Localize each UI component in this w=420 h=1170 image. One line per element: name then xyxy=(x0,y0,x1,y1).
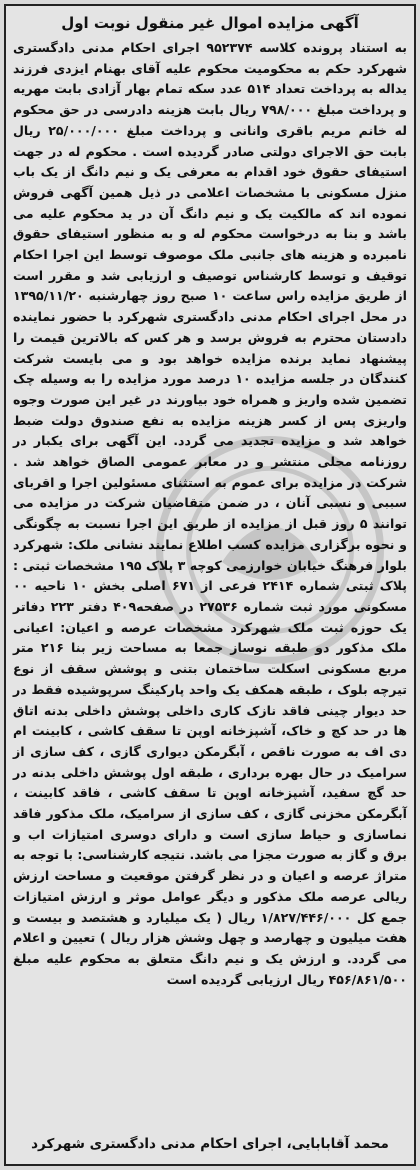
notice-signature: محمد آقابابایی، اجرای احکام مدنی دادگستری شهرکرد xyxy=(31,1136,389,1152)
notice-body: به استناد پرونده کلاسه ۹۵۲۳۷۴ اجرای احکام مدنی دادگستری شهرکرد حکم به محکومیت محکوم علیه آقای بهنام ایزدی فرزند یداله به پرداخت تعداد ۵۱۴ عدد سکه تمام بهار آزادی بابت مهریه و پرداخت مبلغ ۷۹۸/۰۰۰ ریال بابت هزینه دادرسی در حق محکوم له خانم مریم باقری وانانی و پرداخت مبلغ ۲۵/۰۰۰/۰۰۰ ریال بابت حق الاجرای دولتی صادر گردیده است . محکوم له در جهت استیفای حقوق خود اقدام به معرفی یک و نیم دانگ از یک باب منزل مسکونی با مشخصات اعلامی در ذیل همین آگهی فروش نموده اند که مالکیت یک و نیم دانگ آن در ید محکوم علیه می باشد و بنا به درخواست محکوم له و به منظور استیفای حقوق نامبرده و هزینه های جانبی ملک موصوف توسط این اجرا احکام توقیف و توسط کارشناس توصیف و ارزیابی شد و مقرر است از طریق مزایده راس ساعت ۱۰ صبح روز چهارشنبه ۱۳۹۵/۱۱/۲۰ در محل اجرای احکام مدنی دادگستری شهرکرد با حضور نماینده دادستان محترم به فروش برسد و هر کس که بالاترین قیمت را پیشنهاد نماید برنده مزایده خواهد بود و می بایست شرکت کنندگان در جلسه مزایده ۱۰ درصد مورد مزایده را به وسیله چک تضمین شده واریز و همراه خود بیاورند در غیر این صورت وجوه واریزی پس از کسر هزینه مزایده به نفع صندوق دولت ضبط خواهد شد و مزایده تجدید می گردد. این آگهی برای یکبار در روزنامه محلی منتشر و در معابر عمومی الصاق خواهد شد . شرکت در مزایده برای عموم به استثنای مسئولین اجرا و اقربای سببی و نسبی آنان ، در ضمن متقاضیان شرکت در مزایده می توانند ۵ روز قبل از مزایده از طریق این اجرا نسبت به چگونگی و نحوه برگزاری مزایده کسب اطلاع نمایند نشانی ملک: شهرکرد بلوار فرهنگ خیابان خوارزمی کوچه ۳ پلاک ۱۹۵ مشخصات ثبتی : پلاک ثبتی شماره ۲۴۱۴ فرعی از ۶۷۱ اصلی بخش ۱۰ ناحیه ۰۰ مسکونی مورد ثبت شماره ۲۷۵۳۶ در صفحه۴۰۹ دفتر ۲۲۳ دفاتر یک حوزه ثبت ملک شهرکرد مشخصات عرصه و اعیان: اعیانی ملک مذکور دو طبقه نوساز جمعا به مساحت زیر بنا ۲۱۶ متر مربع مسکونی اسکلت ساختمان بتنی و پوشش سقف از نوع تیرچه بلوک ، طبقه همکف یک واحد پارکینگ سرپوشیده فقط در حد دیوار چینی فاقد نازک کاری داخلی پوشش داخلی بدنه اتاق ها در حد کچ و خاک، آشپزخانه اوپن تا سقف کاشی ، کابینت ام دی اف به صورت ناقص ، آبگرمکن دیواری گازی ، کف سازی از سرامیک در حال بهره برداری ، طبقه اول پوشش داخلی بدنه در حد گچ سفید، آشپزخانه اوپن تا سقف کاشی ، فاقد کابینت ، آبگرمکن مخزنی گازی ، کف سازی از سرامیک، ملک مذکور فاقد نماسازی و حیاط سازی است و دارای دوسری امتیازات اب و برق و گاز به صورت مجزا می باشد. نتیجه کارشناسی: با توجه به متراژ عرصه و اعیان و در نظر گرفتن موقعیت و مساحت ارزش ریالی عرصه ملک مذکور و دیگر عوامل موثر و ارزش امتیازات جمع کل ۱/۸۲۷/۴۴۶/۰۰۰ ریال ( یک میلیارد و هشتصد و بیست و هفت میلیون و چهارصد و چهل وشش هزار ریال ) تعیین و اعلام می گردد. و ارزش یک و نیم دانگ متعلق به محکوم علیه مبلغ ۴۵۶/۸۶۱/۵۰۰ ریال ارزیابی گردیده است xyxy=(13,40,408,987)
notice-title: آگهی مزایده اموال غیر منقول نوبت اول xyxy=(61,14,359,32)
notice-card xyxy=(4,4,416,1166)
